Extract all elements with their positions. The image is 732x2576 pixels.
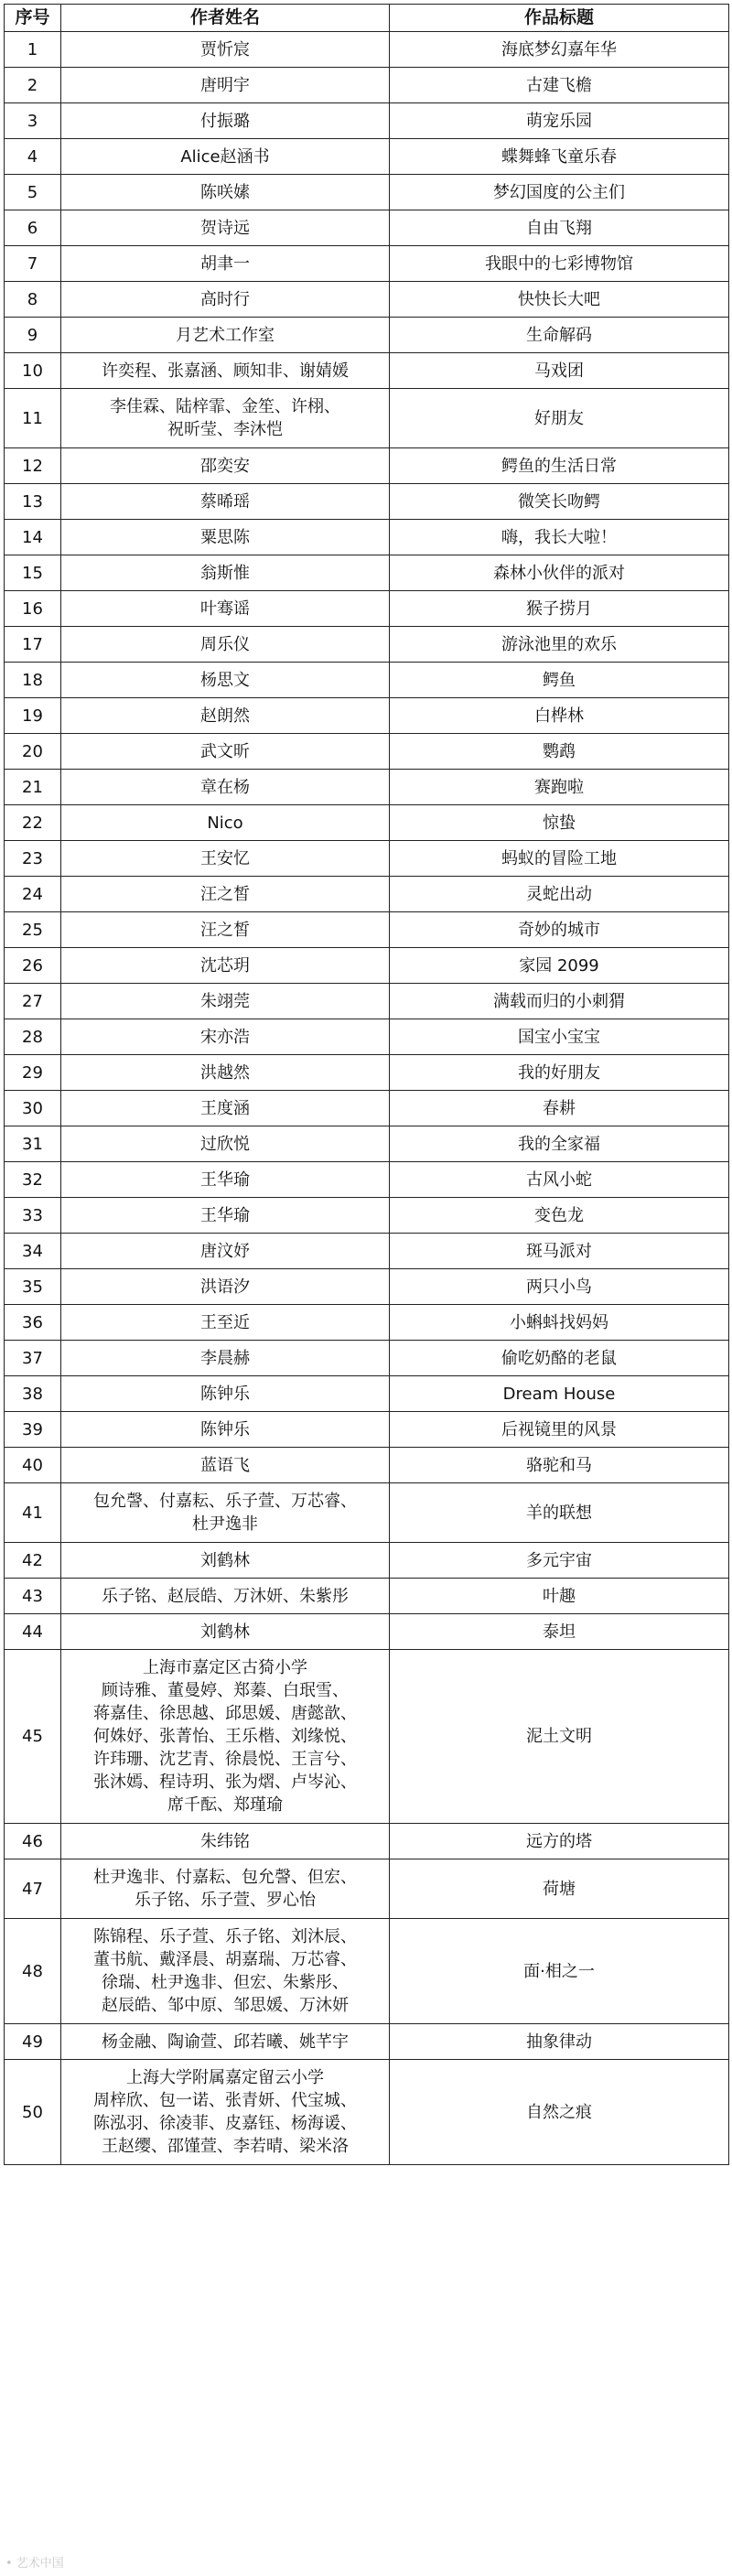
author-line: 王赵缨、邵馑萱、李若晴、梁米洛 bbox=[102, 2137, 349, 2156]
row-number: 41 bbox=[5, 1483, 61, 1543]
table-row bbox=[5, 1543, 729, 1579]
row-authors bbox=[61, 1859, 390, 1919]
author-line: 刘鹤林 bbox=[200, 1622, 250, 1642]
row-title: 猴子捞月 bbox=[390, 591, 729, 627]
row-number: 35 bbox=[5, 1269, 61, 1305]
row-authors bbox=[61, 1162, 390, 1198]
row-authors bbox=[61, 484, 390, 520]
row-authors bbox=[61, 948, 390, 984]
row-authors bbox=[61, 1055, 390, 1091]
table-body bbox=[5, 32, 729, 2165]
table-row bbox=[5, 139, 729, 175]
author-line: 陈泓羽、徐凌菲、皮嘉钰、杨海谖、 bbox=[93, 2114, 357, 2133]
table-row bbox=[5, 448, 729, 484]
row-title: 国宝小宝宝 bbox=[390, 1019, 729, 1055]
table-row bbox=[5, 555, 729, 591]
author-line: 蔡晞瑶 bbox=[200, 491, 250, 512]
row-number: 16 bbox=[5, 591, 61, 627]
table-row bbox=[5, 1341, 729, 1376]
row-title: 嗨，我长大啦！ bbox=[390, 520, 729, 555]
table-row bbox=[5, 175, 729, 210]
row-authors bbox=[61, 1269, 390, 1305]
table-row bbox=[5, 1198, 729, 1234]
table-row bbox=[5, 484, 729, 520]
table-row bbox=[5, 1055, 729, 1091]
table-row bbox=[5, 520, 729, 555]
row-title: 春耕 bbox=[390, 1091, 729, 1126]
row-title: 泥土文明 bbox=[390, 1650, 729, 1824]
author-line: 乐子铭、乐子萱、罗心怡 bbox=[135, 1891, 316, 1910]
row-number: 1 bbox=[5, 32, 61, 68]
row-number: 9 bbox=[5, 318, 61, 353]
row-authors bbox=[61, 318, 390, 353]
table-row bbox=[5, 389, 729, 448]
row-authors bbox=[61, 175, 390, 210]
author-line: 顾诗雅、董曼婷、郑蓁、白珉雪、 bbox=[102, 1681, 349, 1700]
table-row bbox=[5, 877, 729, 912]
table-row bbox=[5, 282, 729, 318]
row-number: 33 bbox=[5, 1198, 61, 1234]
table-row bbox=[5, 734, 729, 770]
row-number: 30 bbox=[5, 1091, 61, 1126]
row-authors bbox=[61, 520, 390, 555]
row-title: 羊的联想 bbox=[390, 1483, 729, 1543]
row-number: 34 bbox=[5, 1234, 61, 1269]
row-title: 惊蛰 bbox=[390, 805, 729, 841]
row-authors bbox=[61, 1341, 390, 1376]
table-row bbox=[5, 32, 729, 68]
row-authors bbox=[61, 1305, 390, 1341]
row-title: 远方的塔 bbox=[390, 1824, 729, 1859]
row-authors bbox=[61, 353, 390, 389]
row-title: 抽象律动 bbox=[390, 2024, 729, 2060]
author-line: 贺诗远 bbox=[200, 218, 250, 238]
row-authors bbox=[61, 246, 390, 282]
row-authors bbox=[61, 912, 390, 948]
row-title: 变色龙 bbox=[390, 1198, 729, 1234]
table-row bbox=[5, 1376, 729, 1412]
row-number: 29 bbox=[5, 1055, 61, 1091]
author-line: 沈芯玥 bbox=[200, 955, 250, 975]
author-line: 席千酝、郑瑾瑜 bbox=[167, 1795, 283, 1815]
row-title: 微笑长吻鳄 bbox=[390, 484, 729, 520]
row-number: 24 bbox=[5, 877, 61, 912]
row-title: 海底梦幻嘉年华 bbox=[390, 32, 729, 68]
row-number: 22 bbox=[5, 805, 61, 841]
row-title: 古建飞檐 bbox=[390, 68, 729, 103]
author-line: 朱翊莞 bbox=[200, 991, 250, 1011]
author-line: 章在杨 bbox=[200, 777, 250, 797]
row-number: 45 bbox=[5, 1650, 61, 1824]
author-line: 王华瑜 bbox=[200, 1169, 250, 1190]
row-number: 3 bbox=[5, 103, 61, 139]
row-authors bbox=[61, 1614, 390, 1650]
row-authors bbox=[61, 68, 390, 103]
table-row bbox=[5, 1269, 729, 1305]
row-authors bbox=[61, 591, 390, 627]
author-line: 许奕程、张嘉涵、顾知非、谢婧媛 bbox=[102, 361, 349, 381]
author-line: 陈钟乐 bbox=[200, 1419, 250, 1439]
table-row bbox=[5, 1019, 729, 1055]
author-line: 过欣悦 bbox=[200, 1134, 250, 1154]
row-title: 骆驼和马 bbox=[390, 1448, 729, 1483]
author-line: 胡聿一 bbox=[200, 253, 250, 274]
row-title: 自由飞翔 bbox=[390, 210, 729, 246]
author-line: 许玮珊、沈艺青、徐晨悦、王言兮、 bbox=[93, 1750, 357, 1769]
author-line: 杜尹逸非 bbox=[192, 1514, 258, 1534]
table-row bbox=[5, 1091, 729, 1126]
table-row bbox=[5, 912, 729, 948]
table-row bbox=[5, 2060, 729, 2165]
author-line: 杨金融、陶谕萱、邱若曦、姚芊宇 bbox=[102, 2032, 349, 2052]
row-number: 47 bbox=[5, 1859, 61, 1919]
row-number: 38 bbox=[5, 1376, 61, 1412]
artwork-list-table bbox=[4, 4, 729, 2165]
row-authors bbox=[61, 1412, 390, 1448]
row-authors bbox=[61, 555, 390, 591]
row-title: 森林小伙伴的派对 bbox=[390, 555, 729, 591]
row-number: 39 bbox=[5, 1412, 61, 1448]
author-line: Alice赵涵书 bbox=[180, 146, 270, 167]
row-title: 蝶舞蜂飞童乐春 bbox=[390, 139, 729, 175]
table-row bbox=[5, 805, 729, 841]
row-number: 42 bbox=[5, 1543, 61, 1579]
author-line: 陈锦程、乐子萱、乐子铭、刘沐辰、 bbox=[93, 1927, 357, 1946]
author-line: 刘鹤林 bbox=[200, 1550, 250, 1570]
row-number: 10 bbox=[5, 353, 61, 389]
row-authors bbox=[61, 1483, 390, 1543]
author-line: 翁斯惟 bbox=[200, 563, 250, 583]
header-title: 作品标题 bbox=[390, 5, 729, 32]
table-row bbox=[5, 948, 729, 984]
author-line: 杨思文 bbox=[200, 670, 250, 690]
row-authors bbox=[61, 1376, 390, 1412]
row-authors bbox=[61, 1448, 390, 1483]
author-line: 朱纬铭 bbox=[200, 1831, 250, 1851]
row-number: 12 bbox=[5, 448, 61, 484]
author-line: 王安忆 bbox=[200, 848, 250, 868]
author-line: 宋亦浩 bbox=[200, 1027, 250, 1047]
row-title: 游泳池里的欢乐 bbox=[390, 627, 729, 663]
row-title: 蚂蚁的冒险工地 bbox=[390, 841, 729, 877]
row-authors bbox=[61, 841, 390, 877]
row-authors bbox=[61, 984, 390, 1019]
row-title: 梦幻国度的公主们 bbox=[390, 175, 729, 210]
row-title: 赛跑啦 bbox=[390, 770, 729, 805]
author-line: 叶骞谣 bbox=[200, 598, 250, 619]
row-authors bbox=[61, 1091, 390, 1126]
author-line: 唐明宇 bbox=[200, 75, 250, 95]
row-authors bbox=[61, 210, 390, 246]
table-row bbox=[5, 663, 729, 698]
author-line: 赵朗然 bbox=[200, 706, 250, 726]
table-row bbox=[5, 318, 729, 353]
row-number: 40 bbox=[5, 1448, 61, 1483]
row-number: 50 bbox=[5, 2060, 61, 2165]
row-title: 鳄鱼的生活日常 bbox=[390, 448, 729, 484]
table-row bbox=[5, 2024, 729, 2060]
row-title: 鹦鹉 bbox=[390, 734, 729, 770]
row-authors bbox=[61, 2024, 390, 2060]
row-authors bbox=[61, 877, 390, 912]
table-row bbox=[5, 246, 729, 282]
row-number: 20 bbox=[5, 734, 61, 770]
table-row bbox=[5, 1234, 729, 1269]
row-title: 我的全家福 bbox=[390, 1126, 729, 1162]
row-number: 11 bbox=[5, 389, 61, 448]
row-number: 15 bbox=[5, 555, 61, 591]
header-author: 作者姓名 bbox=[61, 5, 390, 32]
row-number: 26 bbox=[5, 948, 61, 984]
row-number: 21 bbox=[5, 770, 61, 805]
row-authors bbox=[61, 2060, 390, 2165]
author-line: 洪越然 bbox=[200, 1062, 250, 1083]
row-authors bbox=[61, 1019, 390, 1055]
table-row bbox=[5, 627, 729, 663]
author-line: 李佳霖、陆梓霏、金笙、许栩、 bbox=[110, 397, 340, 416]
table-row bbox=[5, 841, 729, 877]
row-authors bbox=[61, 448, 390, 484]
row-title: 偷吃奶酪的老鼠 bbox=[390, 1341, 729, 1376]
author-line: Nico bbox=[207, 813, 243, 833]
row-number: 5 bbox=[5, 175, 61, 210]
row-number: 13 bbox=[5, 484, 61, 520]
row-number: 49 bbox=[5, 2024, 61, 2060]
author-line: 贾忻宸 bbox=[200, 39, 250, 59]
row-title: 荷塘 bbox=[390, 1859, 729, 1919]
author-line: 汪之皙 bbox=[200, 884, 250, 904]
row-number: 19 bbox=[5, 698, 61, 734]
header-number: 序号 bbox=[5, 5, 61, 32]
row-authors bbox=[61, 1824, 390, 1859]
row-number: 48 bbox=[5, 1919, 61, 2024]
row-authors bbox=[61, 1234, 390, 1269]
author-line: 洪语汐 bbox=[200, 1277, 250, 1297]
table-row bbox=[5, 984, 729, 1019]
row-authors bbox=[61, 282, 390, 318]
row-title: Dream House bbox=[390, 1376, 729, 1412]
row-authors bbox=[61, 734, 390, 770]
author-line: 周乐仪 bbox=[200, 634, 250, 654]
row-number: 32 bbox=[5, 1162, 61, 1198]
table-row bbox=[5, 1650, 729, 1824]
author-line: 月艺术工作室 bbox=[176, 325, 274, 345]
author-line: 王华瑜 bbox=[200, 1205, 250, 1225]
author-line: 董书航、戴泽晨、胡嘉瑞、万芯睿、 bbox=[93, 1950, 357, 1969]
watermark: • 艺术中国 bbox=[5, 2557, 64, 2571]
row-number: 6 bbox=[5, 210, 61, 246]
row-number: 27 bbox=[5, 984, 61, 1019]
row-number: 7 bbox=[5, 246, 61, 282]
row-title: 古风小蛇 bbox=[390, 1162, 729, 1198]
author-line: 王度涵 bbox=[200, 1098, 250, 1118]
row-title: 小蝌蚪找妈妈 bbox=[390, 1305, 729, 1341]
row-number: 18 bbox=[5, 663, 61, 698]
author-line: 李晨赫 bbox=[200, 1348, 250, 1368]
author-line: 张沐嫣、程诗玥、张为熠、卢岑沁、 bbox=[93, 1773, 357, 1792]
author-line: 武文昕 bbox=[200, 741, 250, 761]
row-authors bbox=[61, 1919, 390, 2024]
header-row bbox=[5, 5, 729, 32]
author-line: 杜尹逸非、付嘉耘、包允謦、但宏、 bbox=[93, 1868, 357, 1887]
table-row bbox=[5, 1126, 729, 1162]
row-title: 多元宇宙 bbox=[390, 1543, 729, 1579]
row-authors bbox=[61, 663, 390, 698]
row-number: 23 bbox=[5, 841, 61, 877]
row-number: 28 bbox=[5, 1019, 61, 1055]
row-title: 生命解码 bbox=[390, 318, 729, 353]
author-line: 邵奕安 bbox=[200, 456, 250, 476]
row-title: 我眼中的七彩博物馆 bbox=[390, 246, 729, 282]
table-row bbox=[5, 770, 729, 805]
row-authors bbox=[61, 805, 390, 841]
row-number: 2 bbox=[5, 68, 61, 103]
row-title: 奇妙的城市 bbox=[390, 912, 729, 948]
row-title: 面·相之一 bbox=[390, 1919, 729, 2024]
author-line: 付振璐 bbox=[200, 111, 250, 131]
row-title: 后视镜里的风景 bbox=[390, 1412, 729, 1448]
row-title: 快快长大吧 bbox=[390, 282, 729, 318]
author-line: 周梓欣、包一诺、张青妍、代宝城、 bbox=[93, 2091, 357, 2110]
table-row bbox=[5, 353, 729, 389]
row-number: 4 bbox=[5, 139, 61, 175]
row-number: 8 bbox=[5, 282, 61, 318]
row-authors bbox=[61, 389, 390, 448]
table-row bbox=[5, 698, 729, 734]
row-authors bbox=[61, 139, 390, 175]
author-line: 蓝语飞 bbox=[200, 1455, 250, 1475]
author-line: 高时行 bbox=[200, 289, 250, 309]
table-row bbox=[5, 1824, 729, 1859]
row-number: 14 bbox=[5, 520, 61, 555]
author-line: 包允謦、付嘉耘、乐子萱、万芯睿、 bbox=[93, 1492, 357, 1511]
author-line: 祝昕莹、李沐恺 bbox=[167, 420, 283, 439]
row-number: 44 bbox=[5, 1614, 61, 1650]
table-row bbox=[5, 1305, 729, 1341]
table-row bbox=[5, 1579, 729, 1614]
author-line: 陈钟乐 bbox=[200, 1384, 250, 1404]
row-title: 鳄鱼 bbox=[390, 663, 729, 698]
author-line: 何姝妤、张菁怡、王乐楷、刘缘悦、 bbox=[93, 1727, 357, 1746]
table-row bbox=[5, 1614, 729, 1650]
author-line: 赵辰皓、邹中原、邹思媛、万沐妍 bbox=[102, 1996, 349, 2015]
row-title: 家园 2099 bbox=[390, 948, 729, 984]
row-authors bbox=[61, 1198, 390, 1234]
row-authors bbox=[61, 770, 390, 805]
row-authors bbox=[61, 103, 390, 139]
table-row bbox=[5, 1412, 729, 1448]
table-row bbox=[5, 210, 729, 246]
author-line: 蒋嘉佳、徐思越、邱思媛、唐懿歆、 bbox=[93, 1704, 357, 1723]
author-line: 上海大学附属嘉定留云小学 bbox=[126, 2068, 324, 2087]
table-row bbox=[5, 1859, 729, 1919]
row-title: 两只小鸟 bbox=[390, 1269, 729, 1305]
row-title: 白桦林 bbox=[390, 698, 729, 734]
row-title: 我的好朋友 bbox=[390, 1055, 729, 1091]
row-title: 斑马派对 bbox=[390, 1234, 729, 1269]
author-line: 陈咲嫊 bbox=[200, 182, 250, 202]
row-authors bbox=[61, 32, 390, 68]
row-authors bbox=[61, 1579, 390, 1614]
row-title: 马戏团 bbox=[390, 353, 729, 389]
row-title: 萌宠乐园 bbox=[390, 103, 729, 139]
author-line: 上海市嘉定区古猗小学 bbox=[143, 1658, 307, 1677]
table-row bbox=[5, 103, 729, 139]
author-line: 唐汶妤 bbox=[200, 1241, 250, 1261]
row-number: 17 bbox=[5, 627, 61, 663]
row-title: 灵蛇出动 bbox=[390, 877, 729, 912]
table-row bbox=[5, 1919, 729, 2024]
author-line: 徐瑞、杜尹逸非、但宏、朱紫彤、 bbox=[102, 1973, 349, 1992]
row-number: 43 bbox=[5, 1579, 61, 1614]
row-number: 31 bbox=[5, 1126, 61, 1162]
row-title: 叶趣 bbox=[390, 1579, 729, 1614]
row-title: 泰坦 bbox=[390, 1614, 729, 1650]
table-row bbox=[5, 68, 729, 103]
row-authors bbox=[61, 1126, 390, 1162]
row-number: 25 bbox=[5, 912, 61, 948]
row-title: 自然之痕 bbox=[390, 2060, 729, 2165]
row-number: 46 bbox=[5, 1824, 61, 1859]
table-row bbox=[5, 591, 729, 627]
author-line: 粟思陈 bbox=[200, 527, 250, 547]
table-row bbox=[5, 1483, 729, 1543]
row-authors bbox=[61, 1650, 390, 1824]
table-row bbox=[5, 1162, 729, 1198]
row-number: 37 bbox=[5, 1341, 61, 1376]
row-authors bbox=[61, 698, 390, 734]
author-line: 乐子铭、赵辰皓、万沐妍、朱紫彤 bbox=[102, 1586, 349, 1606]
row-number: 36 bbox=[5, 1305, 61, 1341]
table-row bbox=[5, 1448, 729, 1483]
row-authors bbox=[61, 1543, 390, 1579]
row-title: 满载而归的小刺猬 bbox=[390, 984, 729, 1019]
author-line: 王至近 bbox=[200, 1312, 250, 1332]
row-authors bbox=[61, 627, 390, 663]
author-line: 汪之皙 bbox=[200, 920, 250, 940]
row-title: 好朋友 bbox=[390, 389, 729, 448]
